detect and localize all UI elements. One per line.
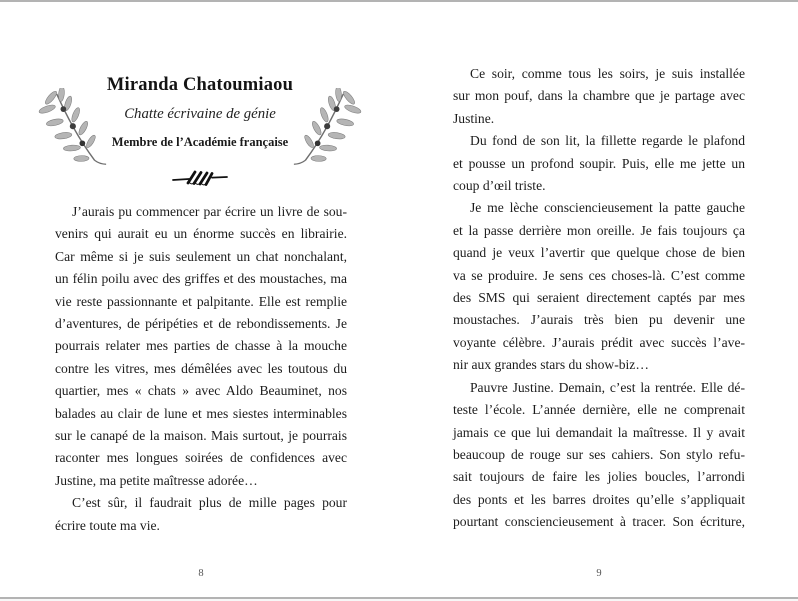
right-page-text <box>453 63 745 534</box>
text-line: d’aventures, de péripéties et de rebondissements. Je <box>55 316 347 332</box>
text-line: Du fond de son lit, la fillette regarde le plafond <box>470 133 745 149</box>
text-line: Ce soir, comme tous les soirs, je suis installée <box>470 66 745 81</box>
text-line: venirs qui aurait eu un énorme succès en librairie. <box>55 226 347 242</box>
text-line: quartier, mes « chats » avec Aldo Beauminet, nos <box>55 383 347 399</box>
laurel-branch-icon <box>292 88 368 172</box>
text-line: écrire toute ma vie. <box>55 517 160 533</box>
text-line: raconter mes longues soirées de confidences avec <box>55 450 347 466</box>
text-line: des SMS qui seraient directement captés par mes <box>453 290 745 306</box>
text-line: vie reste passionnante et palpitante. Elle est remplie <box>55 293 347 309</box>
text-line: sur mon pouf, dans la chambre que je partage avec <box>453 88 745 104</box>
text-line: pourtant consciencieusement à tracer. Son écriture, <box>453 514 745 530</box>
laurel-branch-icon <box>32 88 108 172</box>
text-line: J’aurais pu commencer par écrire un livre de sou- <box>72 204 347 219</box>
text-line: teste l’école. L’année dernière, elle ne comprenait <box>453 402 745 418</box>
text-line: et pousse un profond soupir. Puis, elle me jette un <box>453 155 745 171</box>
text-line: contre les vitres, mes démêlées avec les toutous du <box>55 360 347 376</box>
text-line: Pauvre Justine. Demain, c’est la rentrée. Elle dé- <box>470 379 745 395</box>
left-page[interactable] <box>0 0 399 597</box>
text-line: voyante célèbre. J’aurais prédit avec succès l’ave- <box>453 334 745 350</box>
text-line: nir aux grandes stars du show-biz… <box>453 357 649 373</box>
text-line: Car même si je suis seulement un chat nonchalant, <box>55 248 347 264</box>
text-line: moustaches. J’aurais très bien pu devenir une <box>453 312 745 328</box>
text-line: sur le canapé de la maison. Mais surtout, je pourrais <box>55 428 347 444</box>
text-line: des ponts et les barres droites qu’elle s’appliquait <box>453 491 745 507</box>
author-subtitle: Chatte écrivaine de génie <box>124 106 276 122</box>
text-line: coup d’œil triste. <box>453 178 546 194</box>
left-page-text <box>55 201 347 537</box>
text-line: va se produire. Je sens ces choses-là. C’est comme <box>453 267 745 283</box>
text-line: beaucoup de rouge sur ses cahiers. Son stylo refu- <box>453 446 745 462</box>
author-affiliation: Membre de l’Académie française <box>111 135 289 149</box>
text-line: pourrais relater mes parties de chasse à la mouche <box>55 338 347 354</box>
text-line: un félin poilu avec des griffes et des moustaches, ma <box>55 271 347 287</box>
text-line: Justine. <box>453 110 495 126</box>
page-number-left: 8 <box>198 568 204 579</box>
page-number-right: 9 <box>596 568 602 579</box>
text-line: Justine, ma petite maîtresse adorée… <box>55 472 258 488</box>
text-line: quand je veux l’avertir que quelque chose de bien <box>453 245 745 261</box>
author-name: Miranda Chatoumiaou <box>106 75 294 95</box>
text-line: sait toujours de faire les jolies boucles, l’arrondi <box>453 469 745 485</box>
text-line: et la passe derrière mon oreille. Je fais toujours ça <box>453 222 745 238</box>
text-line: balades au clair de lune et mes siestes interminables <box>55 405 347 421</box>
text-line: jamais ce que lui demandait la maîtresse. Il y avait <box>453 424 745 440</box>
squiggle-divider-icon <box>172 170 228 186</box>
text-line: C’est sûr, il faudrait plus de mille pages pour <box>72 495 347 511</box>
text-line: Je me lèche consciencieusement la patte gauche <box>470 200 745 216</box>
right-page[interactable] <box>399 0 798 597</box>
